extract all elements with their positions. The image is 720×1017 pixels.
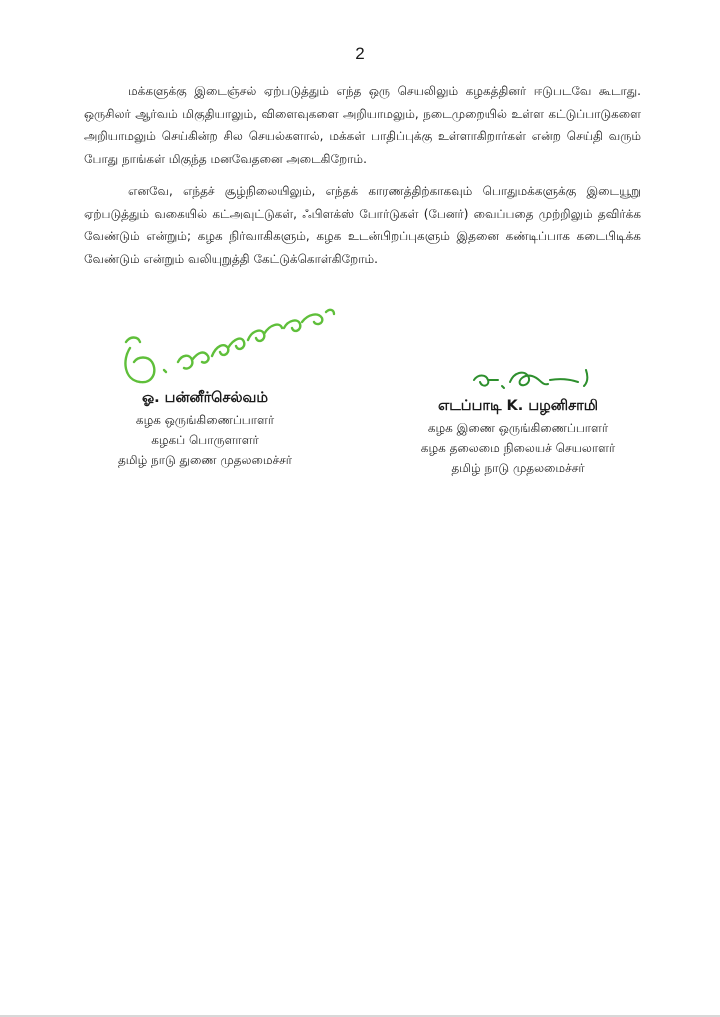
signatory-title: கழக ஒருங்கிணைப்பாளர் [135,413,275,427]
signatory-left [80,390,330,470]
page-number: 2 [355,44,365,63]
signatory-title: கழக இணை ஒருங்கிணைப்பாளர் [427,421,609,435]
signature-right-image [468,364,598,400]
paragraph: எனவே, எந்தச் சூழ்நிலையிலும், எந்தக் காரணத்திற்காகவும் பொதுமக்களுக்கு இடையூறு ஏற்படுத்தும் வகையில் கட்அவுட்டுகள், ஃபிளக்ஸ் போர்டுகள் (பேனர்) வைப்பதை முற்றிலும் தவிர்க்க வேண்டும் என்றும்; கழக நிர்வாகிகளும், கழக உடன்பிறப்புகளும் இதனை கண்டிப்பாக கடைபிடிக்க வேண்டும் என்றும் வலியுறுத்தி கேட்டுக்கொள்கிறோம். [84,184,641,266]
signature-left-image [112,298,342,390]
signatory-title: கழகப் பொருளாளர் [151,433,259,447]
signatory-name: எடப்பாடி K. பழனிசாமி [437,398,599,414]
letter-body [84,80,641,280]
paragraph: மக்களுக்கு இடைஞ்சல் ஏற்படுத்தும் எந்த ஒரு செயலிலும் கழகத்தினர் ஈடுபடவே கூடாது. ஒருசிலர் ஆர்வம் மிகுதியாலும், விளைவுகளை அறியாமலும், நடைமுறையில் உள்ள கட்டுப்பாடுகளை அறியாமலும் செய்கின்ற சில செயல்களால், மக்கள் பாதிப்புக்கு உள்ளாகிறார்கள் என்ற செய்தி வரும் போது நாங்கள் மிகுந்த மனவேதனை அடைகிறோம். [84,84,641,166]
signatory-name: ஓ. பன்னீர்செல்வம் [141,390,269,406]
signatory-title: தமிழ் நாடு துணை முதலமைச்சர் [117,453,293,467]
signatory-title: தமிழ் நாடு முதலமைச்சர் [451,461,585,475]
signatory-right [383,398,653,478]
signatory-title: கழக தலைமை நிலையச் செயலாளர் [420,441,616,455]
